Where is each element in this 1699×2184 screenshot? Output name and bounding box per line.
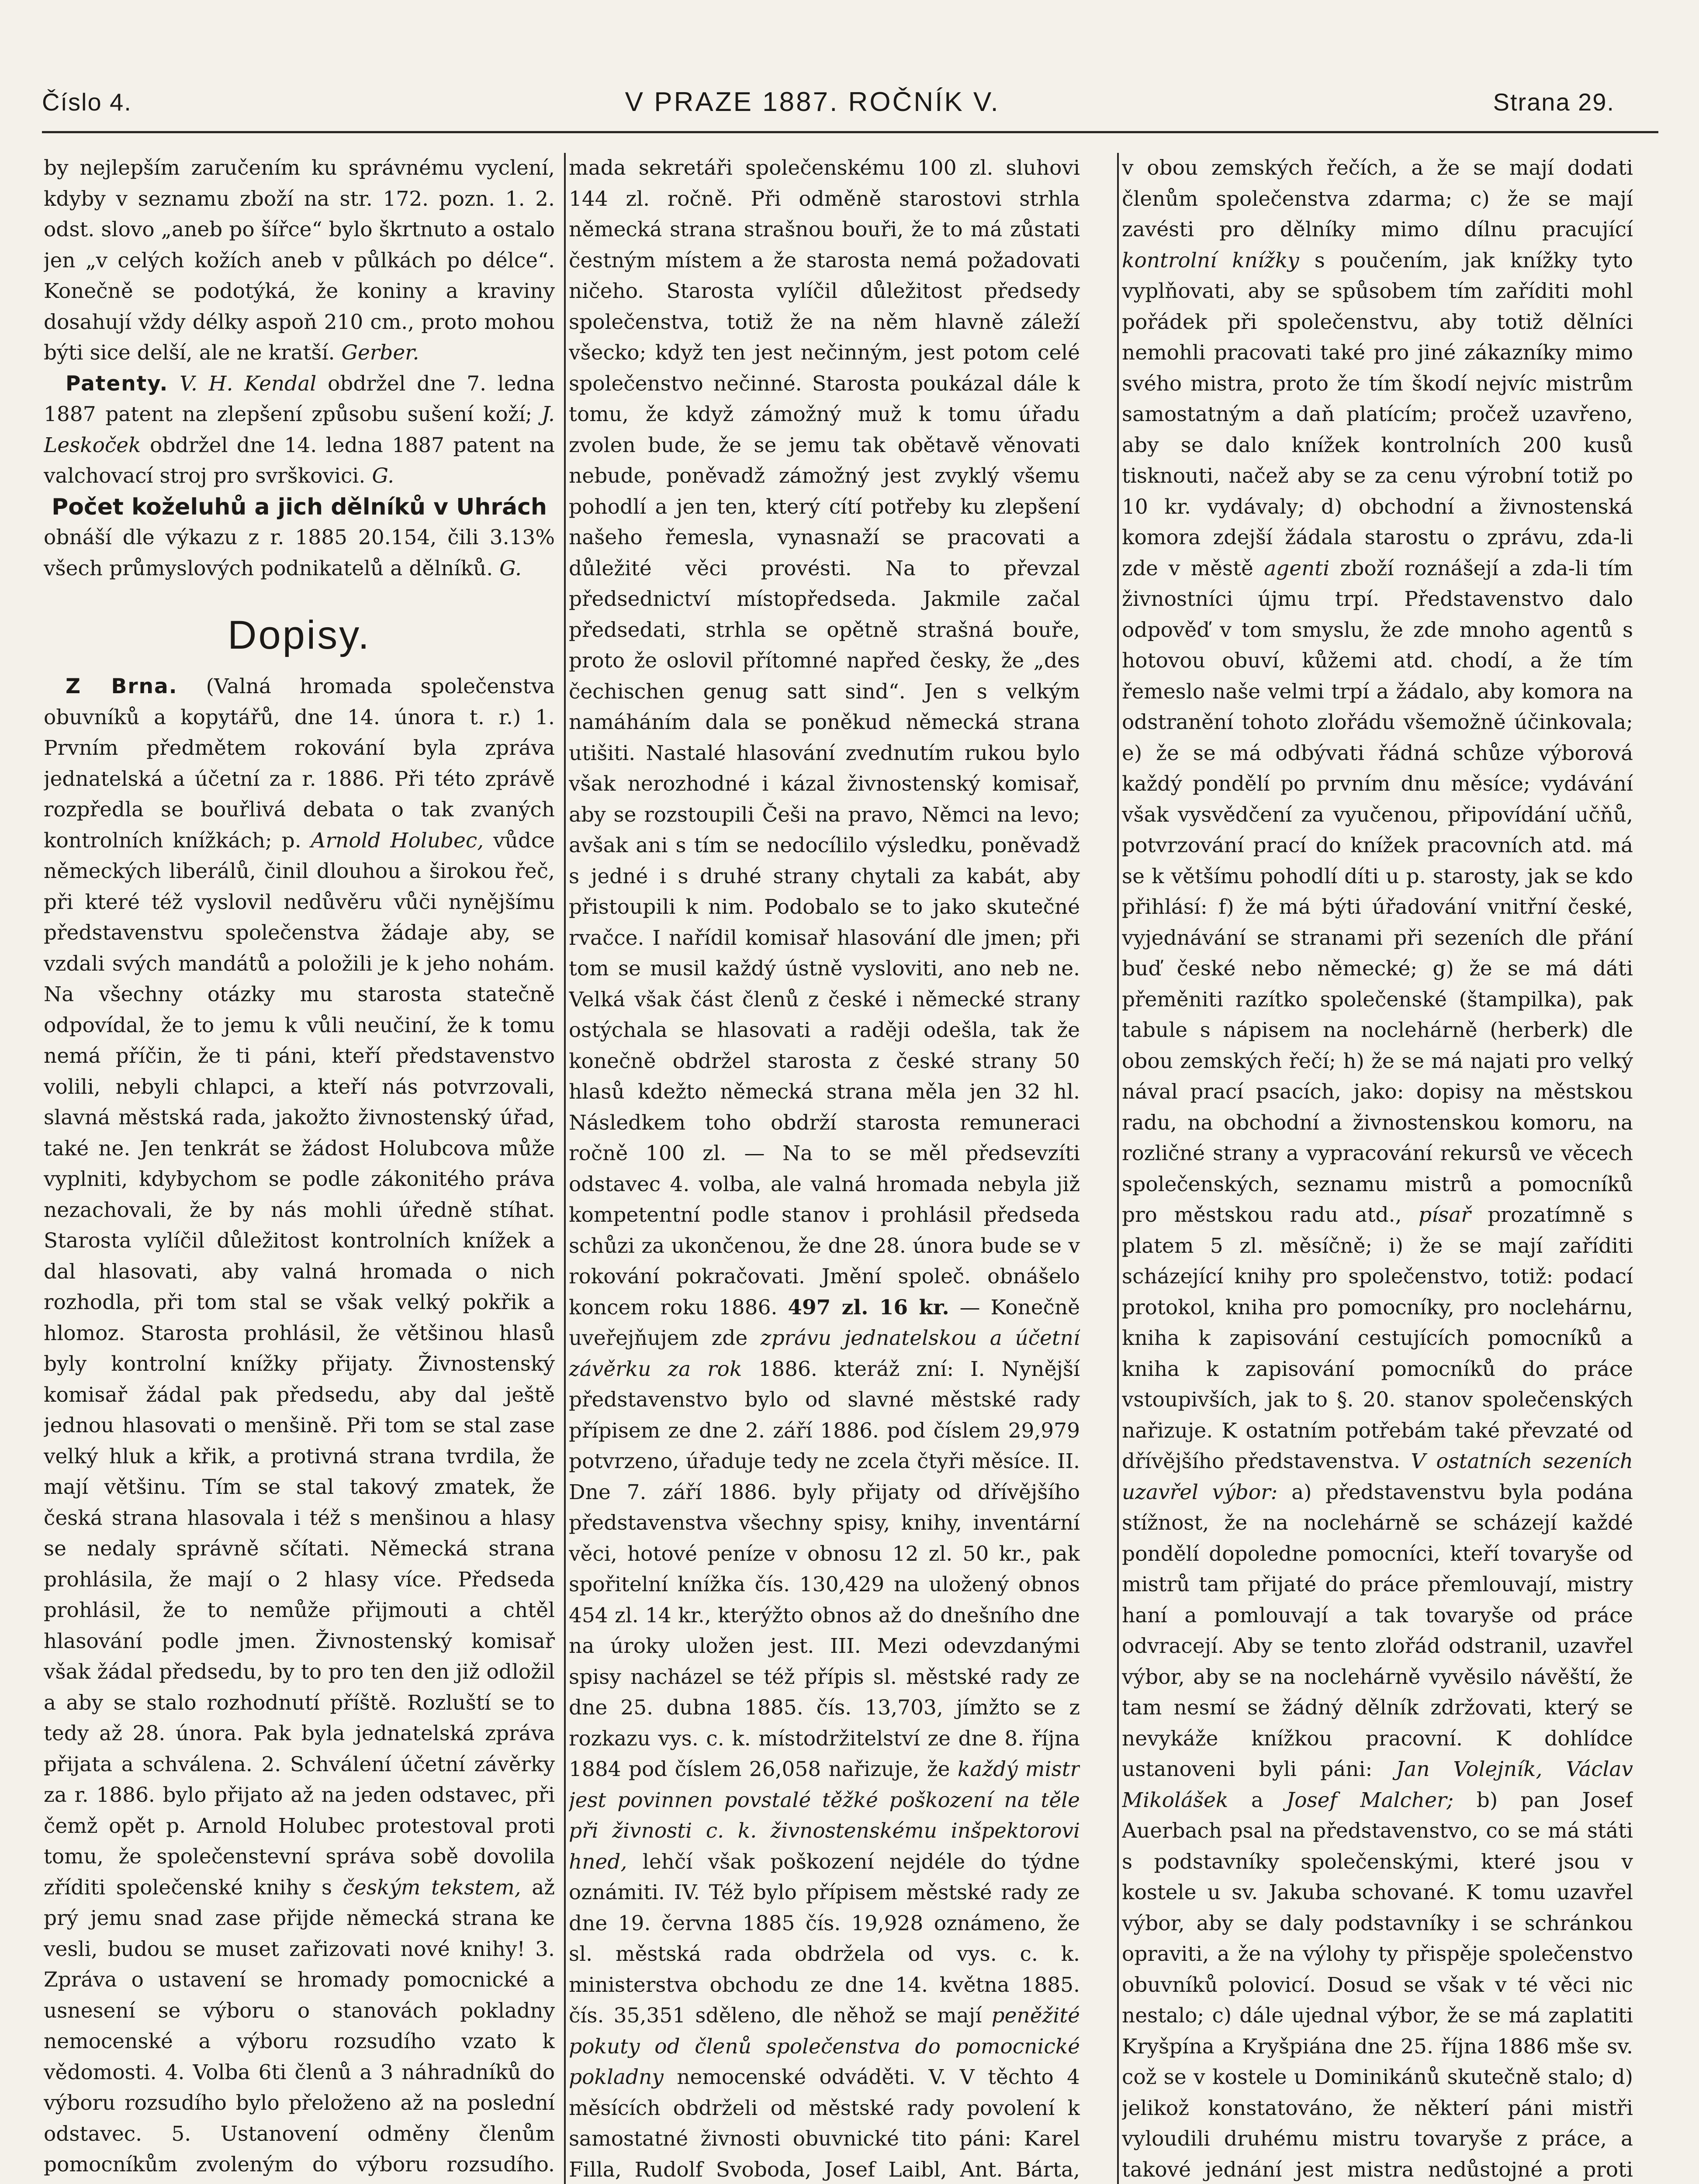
patents-heading: Patenty. — [66, 371, 169, 396]
brno-heading: Z Brna. — [66, 674, 178, 698]
masthead-date-volume: V PRAZE 1887. ROČNÍK V. — [625, 86, 1000, 117]
header-rule — [42, 131, 1658, 133]
tanners-count-signature: G. — [499, 556, 522, 581]
patents-article: Patenty. V. H. Kendal obdržel dne 7. ledna 1887 patent na zlepšení způsobu sušení koží; J. Leskoček obdržel dne 14. ledna 1887 patent na valchovací stroj pro svrškovici. G. — [44, 371, 555, 488]
brno-letter-continued: mada sekretáři společenskému 100 zl. sluhovi 144 zl. ročně. Při odměně starostovi strhla německá strana strašnou bouři, že to má zůstati čestným místem a že starosta nemá požadovati ničeho. Starosta vylíčil důležitost předsedy společenstva, totiž že na něm hlavně záleží všecko; když ten jest nečinným, jest potom celé společenstvo nečinné. Starosta poukázal dále k tomu, že když zámožný muž k tomu úřadu zvolen bude, že se jemu tak obětavě věnovati nebude, poněvadž zámožný jest zvyklý všemu pohodlí a jen ten, který cítí potřeby ku zlepšení našeho řemesla, vynasnaží se pracovati a důležité věci provésti. Na to převzal předsednictví místopředseda. Jakmile začal předsedati, strhla se opětně strašná bouře, proto že oslovil přítomné napřed česky, že „des čechischen genug satt sind“. Jen s velkým namáháním dala se poněkud německá strana utišiti. Nastalé hlasování zvednutím rukou bylo však nerozhodné i kázal živnostenský komisař, aby se rozstoupili Češi na pravo, Němci na levo; avšak ani s tím se nedocílilo výsledku, poněvadž s jedné i s druhé strany chytali za kabát, aby přistoupili k nim. Podobalo se to jako skutečné rvačce. I nařídil komisař hlasování dle jmen; při tom se musil každý ústně vysloviti, ano neb ne. Velká však část členů z české i německé strany ostýchala se hlasovati a raději odešla, tak že konečně obdržel starosta z české strany 50 hlasů kdežto německá strana měla jen 32 hl. Následkem toho obdrží starosta remuneraci ročně 100 zl. — Na to se měl předsevzíti odstavec 4. volba, ale valná hromada nebyla již kompetentní podle stanov i prohlásil předseda schůzi za ukončenou, že dne 28. února bude se v rokování pokračovati. Jmění společ. obnášelo koncem roku 1886. 497 zl. 16 kr. — Konečně uveřejňujem zde zprávu jednatelskou a účetní závěrku za rok 1886. kteráž zní: I. Nynější představenstvo bylo od slavné městské rady přípisem ze dne 2. září 1886. pod číslem 29,979 potvrzeno, úřaduje tedy ne zcela čtyři měsíce. II. Dne 7. září 1886. byly přijaty od dřívějšího představenstva všechny spisy, knihy, inventární věci, hotové peníze v obnosu 12 zl. 50 kr., pak spořitelní knížka čís. 130,429 na uložený obnos 454 zl. 14 kr., kterýžto obnos až do dnešního dne na úroky uložen jest. III. Mezi odevzdanými spisy nacházel se též přípis sl. městské rady ze dne 25. dubna 1885. čís. 13,703, jímžto se z rozkazu vys. c. k. místodržitelství ze dne 8. října 1884 pod číslem 26,058 nařizuje, že každý mistr jest povinnen povstalé těžké poškození na těle při živnosti c. k. živnostenskému inšpektorovi hned, lehčí však poškození nejdéle do týdne oznámiti. IV. Též bylo přípisem městské rady ze dne 19. června 1885 čís. 19,928 oznámeno, že sl. městská rada obdržela od vys. c. k. ministerstva obchodu ze dne 14. května 1885. čís. 35,351 sděleno, dle něhož se mají peněžité pokuty od členů společenstva do pomocnické pokladny nemocenské odváděti. V. V těchto 4 měsících obdrželi od městské rady povolení k samostatné živnosti obuvnické tito páni: Karel Filla, Rudolf Svoboda, Josef Laibl, Ant. Bárta, — [569, 156, 1080, 2182]
tanners-count-article: obnáší dle výkazu z r. 1885 20.154, čili 3.13% všech průmyslových podnikatelů a dělníků. G. — [44, 525, 555, 581]
dopisy-section-title: Dopisy. — [228, 613, 371, 657]
brno-letter-continued-2: v obou zemských řečích, a že se mají dodati členům společenstva zdarma; c) že se mají zavésti pro dělníky mimo dílnu pracující kontrolní knížky s poučením, jak knížky tyto vyplňovati, aby se spůsobem tím zaříditi mohl pořádek při společenstvu, aby totiž dělníci nemohli pracovati také pro jiné zákazníky mimo svého mistra, proto že tím škodí nejvíc mistrům samostatným a daň platícím; pročež uzavřeno, aby se dalo knížek kontrolních 200 kusů tisknouti, načež aby se za cenu výrobní totiž po 10 kr. vydávaly; d) obchodní a živnostenská komora zdejší žádala starostu o zprávu, zda-li zde v městě agenti zboží roznášejí a zda-li tím živnostníci újmu trpí. Představenstvo dalo odpověď v tom smyslu, že zde mnoho agentů s hotovou obuví, kůžemi atd. chodí, a že tím řemeslo naše velmi trpí a žádalo, aby komora na odstranění tohoto zlořádu všemožně účinkovala; e) že se má odbývati řádná schůze výborová každý pondělí po prvním dnu měsíce; vydávání však vysvědčení za vyučenou, připovídání učňů, potvrzování prací do knížek pracovních atd. má se k většímu pohodlí díti u p. starosty, jak se kdo přihlásí: f) že má býti úřadování vnitřní české, vyjednávání se stranami při sezeních dle přání buď české nebo německé; g) že se má dáti přeměniti razítko společenské (štampilka), pak tabule s nápisem na noclehárně (herberk) dle obou zemských řečí; h) že se má najati pro velký nával prací psacích, jako: dopisy na městskou radu, na obchodní a živnostenskou komoru, na rozličné strany a vypracování rekursů ve věcech společenských, seznamu mistrů a pomocníků pro městskou radu atd., písař prozatímně s platem 5 zl. měsíčně; i) že se mají zaříditi scházející knihy pro společenstvo, totiž: podací protokol, kniha pro pomocníky, pro noclehárnu, kniha k zapisování cestujících pomocníků a kniha k zapisování pomocníků do práce vstoupivších, jak to §. 20. stanov společenských nařizuje. K ostatním potřebám také převzaté od dřívějšího představenstva. V ostatních sezeních uzavřel výbor: a) představenstvu byla podána stížnost, že na noclehárně se scházejí každé pondělí dopoledne pomocníci, kteří tovaryše od mistrů tam přijaté do práce přemlouvají, mistry haní a pomlouvají a tak tovaryše od práce odvracejí. Aby se tento zlořád odstranil, uzavřel výbor, aby se na noclehárně vyvěsilo návěští, že tam nesmí se žádný dělník zdržovati, který se nevykáže knížkou pracovní. K dohlídce ustanoveni byli páni: Jan Volejník, Václav Mikolášek a Josef Malcher; b) pan Josef Auerbach psal na představenstvo, co se má státi s podstavníky společenskými, které jsou v kostele u sv. Jakuba schované. K tomu uzavřel výbor, aby se daly podstavníky i se schránkou opraviti, a že na výlohy ty přispěje společenstvo obuvníků polovicí. Dosud se však v té věci nic nestalo; c) dále ujednal výbor, že se má zaplatiti Kryšpína a Kryšpiána dne 25. října 1886 mše sv. což se v kostele u Dominikánů skutečně stalo; d) jelikož konstatováno, že některí páni mistři vyloudili druhému mistru tovaryše z práce, a takové jednání jest mistra nedůstojné a proti — [1122, 156, 1633, 2182]
gerber-signature: Gerber. — [341, 341, 419, 365]
column-2 — [569, 153, 1080, 2184]
page-header — [42, 78, 1615, 126]
assets-amount: 497 zl. 16 kr. — [788, 1295, 949, 1320]
column-3 — [1122, 153, 1633, 2184]
column-1 — [44, 153, 555, 2184]
tanners-count-heading: Počet koželuhů a jich dělníků v Uhrách — [52, 494, 547, 520]
page-number: Strana 29. — [1493, 88, 1615, 116]
gerber-article: by nejlepším zaručením ku správnému vyclení, kdyby v seznamu zboží na str. 172. pozn. 1. 2. odst. slovo „aneb po šířce“ bylo škrtnuto a ostalo jen „v celých kožích aneb v půlkách po délce“. Konečně se podotýká, že koniny a kraviny dosahují vždy délky aspoň 210 cm., proto mohou býti sice delší, ale ne kratší. Gerber. — [44, 156, 555, 365]
issue-number: Číslo 4. — [42, 88, 132, 116]
column-divider-1 — [564, 153, 566, 2184]
patents-signature: G. — [372, 464, 394, 488]
brno-letter: Z Brna. (Valná hromada společenstva obuvníků a kopytářů, dne 14. února t. r.) 1. Prvním předmětem rokování byla zpráva jednatelská a účetní za r. 1886. Při této zprávě rozpředla se bouřlivá debata o tak zvaných kontrolních knížkách; p. Arnold Holubec, vůdce německých liberálů, činil dlouhou a širokou řeč, při které též vyslovil nedůvěru vůči nynějšímu představenstvu společenstva žádaje aby, se vzdali svých mandátů a položili je k jeho nohám. Na všechny otázky mu starosta statečně odpovídal, že to jemu k vůli neučiní, že k tomu nemá příčin, že ti páni, kteří představenstvo volili, nebyli chlapci, a kteří nás potvrzovali, slavná městská rada, jakožto živnostenský úřad, také ne. Jen tenkrát se žádost Holubcova může vyplniti, kdybychom se podle zákonitého práva nezachovali, že by nás mohli úředně stíhat. Starosta vylíčil důležitost kontrolních knížek a dal hlasovati, aby valná hromada o nich rozhodla, při tom stal se však velký pokřik a hlomoz. Starosta prohlásil, že většinou hlasů byly kontrolní knížky přijaty. Živnostenský komisař žádal pak předsedu, aby dal ještě jednou hlasovati o menšině. Při tom se stal zase velký hluk a křik, a protivná strana tvrdila, že mají většinu. Tím se stal takový zmatek, že česká strana hlasovala i též s menšinou a hlasy se nedaly správně sčítati. Německá strana prohlásila, že mají o 2 hlasy více. Předseda prohlásil, že to nemůže přijmouti a chtěl hlasování podle jmen. Živnostenský komisař však žádal předsedu, by to pro ten den již odložil a aby se stalo rozhodnutí příště. Rozluští se to tedy až 28. února. Pak byla jednatelská zpráva přijata a schválena. 2. Schválení účetní závěrky za r. 1886. bylo přijato až na jeden odstavec, při čemž opět p. Arnold Holubec protestoval proti tomu, že společenstevní správa sobě dovolila zříditi společenské knihy s českým tekstem, až prý jemu snad zase přijde německá strana ke vesli, budou se muset zařizovati nové knihy! 3. Zpráva o ustavení se hromady pomocnické a usnesení se výboru o stanovách pokladny nemocenské a výboru rozsudího vzato k vědomosti. 4. Volba 6ti členů a 3 náhradníků do výboru rozsudího bylo přeloženo až na poslední odstavec. 5. Ustanovení odměny členům pomocníkům zvoleným do výboru rozsudího. — [44, 674, 555, 2177]
column-divider-2 — [1117, 153, 1119, 2184]
